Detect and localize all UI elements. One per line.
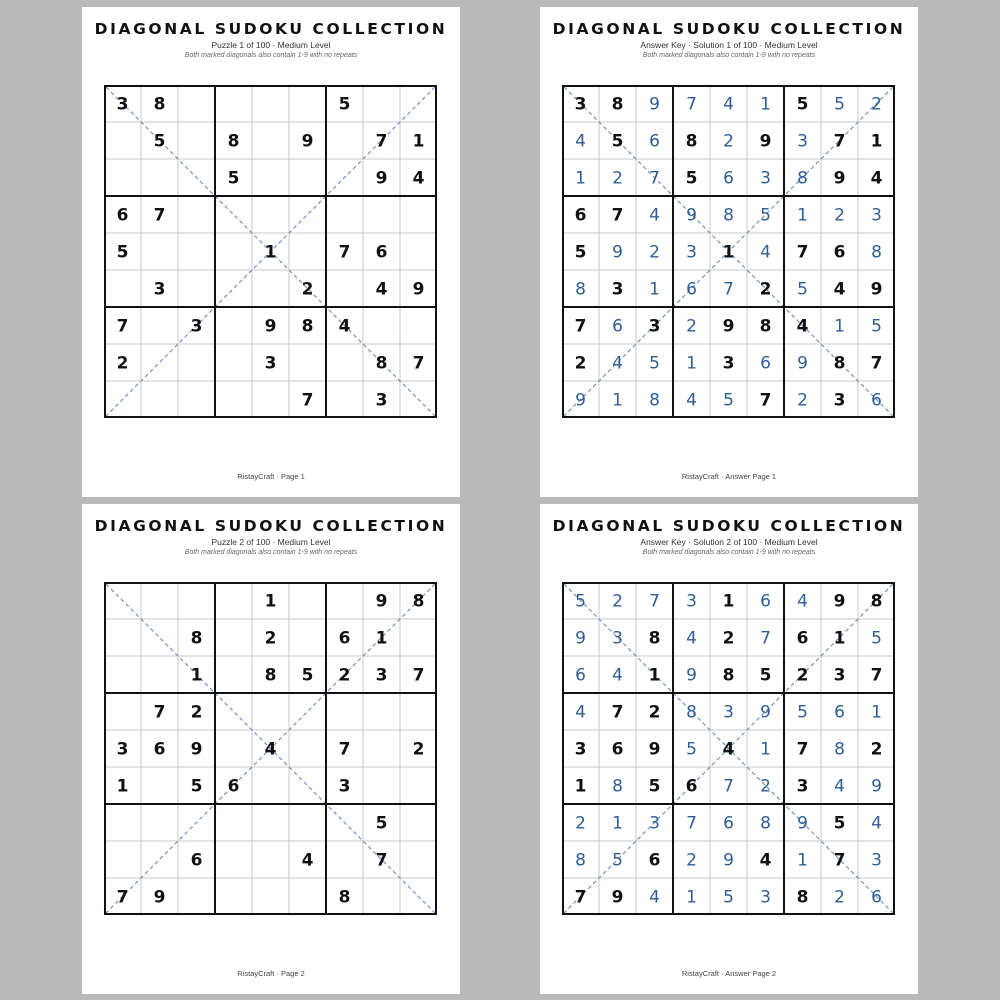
cell-solution-digit: 2 — [612, 168, 623, 189]
cell-given-digit: 5 — [227, 168, 240, 189]
cell-given-digit: 4 — [264, 739, 277, 760]
cell-given-digit: 8 — [833, 353, 846, 374]
cell-solution-digit: 9 — [686, 205, 697, 226]
cell-given-digit: 8 — [264, 665, 277, 686]
cell-solution-digit: 3 — [760, 168, 771, 189]
cell-given-digit: 5 — [648, 776, 661, 797]
cell-solution-digit: 4 — [612, 353, 623, 374]
cell-given-digit: 7 — [833, 131, 846, 152]
cell-solution-digit: 2 — [686, 850, 697, 871]
cell-given-digit: 7 — [833, 850, 846, 871]
cell-given-digit: 9 — [722, 316, 735, 337]
cell-given-digit: 1 — [722, 591, 735, 612]
cell-solution-digit: 5 — [575, 591, 586, 612]
cell-solution-digit: 4 — [686, 628, 697, 649]
cell-solution-digit: 9 — [723, 850, 734, 871]
cell-solution-digit: 6 — [612, 316, 623, 337]
cell-given-digit: 7 — [611, 702, 624, 723]
cell-given-digit: 3 — [648, 316, 661, 337]
cell-given-digit: 1 — [722, 242, 735, 263]
cell-given-digit: 9 — [301, 131, 314, 152]
page-subtitle: Answer Key · Solution 2 of 100 · Medium Level — [640, 537, 818, 547]
cell-given-digit: 1 — [190, 665, 203, 686]
cell-given-digit: 9 — [648, 739, 661, 760]
cell-solution-digit: 4 — [649, 887, 660, 908]
cell-given-digit: 1 — [264, 591, 277, 612]
cell-given-digit: 5 — [574, 242, 587, 263]
cell-given-digit: 3 — [153, 279, 166, 300]
cell-given-digit: 1 — [870, 131, 883, 152]
cell-given-digit: 2 — [116, 353, 129, 374]
diagonal-rule-note: Both marked diagonals also contain 1-9 with no repeats — [184, 52, 358, 59]
sudoku-grid — [562, 85, 895, 418]
cell-solution-digit: 1 — [834, 316, 845, 337]
cell-given-digit: 9 — [833, 591, 846, 612]
cell-solution-digit: 7 — [649, 591, 660, 612]
cell-solution-digit: 6 — [871, 390, 882, 411]
cell-given-digit: 2 — [264, 628, 277, 649]
cell-solution-digit: 6 — [834, 702, 845, 723]
cell-given-digit: 3 — [190, 316, 203, 337]
sudoku-grid — [104, 582, 437, 915]
cell-given-digit: 5 — [611, 131, 624, 152]
cell-solution-digit: 4 — [612, 665, 623, 686]
cell-given-digit: 4 — [375, 279, 388, 300]
cell-solution-digit: 8 — [612, 776, 623, 797]
cell-given-digit: 8 — [685, 131, 698, 152]
cell-given-digit: 2 — [722, 628, 735, 649]
cell-given-digit: 3 — [574, 94, 587, 115]
cell-solution-digit: 3 — [649, 813, 660, 834]
cell-given-digit: 5 — [759, 665, 772, 686]
cell-given-digit: 2 — [759, 279, 772, 300]
cell-given-digit: 6 — [375, 242, 388, 263]
cell-given-digit: 7 — [375, 850, 388, 871]
cell-given-digit: 5 — [796, 94, 809, 115]
cell-solution-digit: 4 — [575, 702, 586, 723]
cell-given-digit: 1 — [116, 776, 129, 797]
cell-given-digit: 2 — [574, 353, 587, 374]
answer-page-2 — [540, 504, 918, 994]
cell-given-digit: 5 — [833, 813, 846, 834]
cell-given-digit: 1 — [264, 242, 277, 263]
cell-solution-digit: 1 — [686, 353, 697, 374]
cell-solution-digit: 2 — [575, 813, 586, 834]
cell-solution-digit: 8 — [871, 242, 882, 263]
cell-solution-digit: 8 — [649, 390, 660, 411]
cell-given-digit: 2 — [870, 739, 883, 760]
cell-solution-digit: 2 — [834, 887, 845, 908]
cell-solution-digit: 6 — [575, 665, 586, 686]
cell-solution-digit: 1 — [575, 168, 586, 189]
cell-given-digit: 5 — [685, 168, 698, 189]
cell-solution-digit: 2 — [760, 776, 771, 797]
cell-solution-digit: 4 — [575, 131, 586, 152]
cell-solution-digit: 4 — [834, 776, 845, 797]
cell-given-digit: 8 — [759, 316, 772, 337]
cell-given-digit: 7 — [412, 665, 425, 686]
cell-solution-digit: 9 — [797, 353, 808, 374]
cell-given-digit: 8 — [412, 591, 425, 612]
cell-given-digit: 7 — [759, 390, 772, 411]
cell-given-digit: 5 — [116, 242, 129, 263]
cell-given-digit: 6 — [685, 776, 698, 797]
cell-given-digit: 9 — [153, 887, 166, 908]
cell-given-digit: 3 — [833, 665, 846, 686]
sudoku-grid — [562, 582, 895, 915]
cell-solution-digit: 8 — [686, 702, 697, 723]
cell-given-digit: 1 — [412, 131, 425, 152]
cell-given-digit: 7 — [153, 205, 166, 226]
cell-solution-digit: 5 — [649, 353, 660, 374]
sudoku-grid-svg — [104, 582, 437, 915]
cell-given-digit: 5 — [375, 813, 388, 834]
sudoku-grid — [104, 85, 437, 418]
cell-solution-digit: 6 — [649, 131, 660, 152]
cell-solution-digit: 4 — [871, 813, 882, 834]
cell-solution-digit: 5 — [686, 739, 697, 760]
page-subtitle: Puzzle 2 of 100 · Medium Level — [211, 537, 331, 547]
cell-given-digit: 3 — [611, 279, 624, 300]
cell-solution-digit: 1 — [760, 739, 771, 760]
cell-given-digit: 7 — [375, 131, 388, 152]
cell-solution-digit: 5 — [871, 316, 882, 337]
answer-page-1 — [540, 7, 918, 497]
cell-given-digit: 9 — [759, 131, 772, 152]
cell-given-digit: 3 — [116, 94, 129, 115]
collection-title: DIAGONAL SUDOKU COLLECTION — [552, 20, 906, 38]
cell-given-digit: 2 — [301, 279, 314, 300]
cell-given-digit: 6 — [338, 628, 351, 649]
cell-given-digit: 1 — [833, 628, 846, 649]
cell-given-digit: 4 — [796, 316, 809, 337]
cell-given-digit: 6 — [574, 205, 587, 226]
cell-given-digit: 2 — [338, 665, 351, 686]
cell-solution-digit: 6 — [723, 813, 734, 834]
cell-given-digit: 2 — [648, 702, 661, 723]
cell-given-digit: 9 — [375, 591, 388, 612]
cell-solution-digit: 1 — [612, 813, 623, 834]
sudoku-grid-svg — [562, 85, 895, 418]
cell-solution-digit: 9 — [686, 665, 697, 686]
cell-given-digit: 6 — [833, 242, 846, 263]
cell-solution-digit: 6 — [760, 591, 771, 612]
cell-solution-digit: 3 — [686, 591, 697, 612]
cell-given-digit: 1 — [648, 665, 661, 686]
cell-solution-digit: 3 — [871, 850, 882, 871]
cell-given-digit: 4 — [412, 168, 425, 189]
cell-given-digit: 7 — [611, 205, 624, 226]
puzzle-page-1 — [82, 7, 460, 497]
cell-solution-digit: 3 — [686, 242, 697, 263]
sudoku-grid-svg — [104, 85, 437, 418]
cell-solution-digit: 2 — [797, 390, 808, 411]
page-subtitle: Answer Key · Solution 1 of 100 · Medium Level — [640, 40, 818, 50]
cell-solution-digit: 8 — [760, 813, 771, 834]
sudoku-grid-svg — [562, 582, 895, 915]
cell-solution-digit: 1 — [797, 850, 808, 871]
cell-solution-digit: 7 — [723, 279, 734, 300]
cell-given-digit: 8 — [301, 316, 314, 337]
cell-solution-digit: 7 — [723, 776, 734, 797]
cell-solution-digit: 2 — [871, 94, 882, 115]
cell-solution-digit: 7 — [686, 94, 697, 115]
cell-given-digit: 9 — [190, 739, 203, 760]
cell-given-digit: 9 — [833, 168, 846, 189]
cell-given-digit: 7 — [116, 316, 129, 337]
cell-given-digit: 4 — [722, 739, 735, 760]
cell-solution-digit: 5 — [797, 702, 808, 723]
cell-solution-digit: 3 — [612, 628, 623, 649]
cell-solution-digit: 8 — [575, 850, 586, 871]
cell-given-digit: 7 — [301, 390, 314, 411]
cell-solution-digit: 9 — [760, 702, 771, 723]
cell-given-digit: 8 — [796, 887, 809, 908]
cell-solution-digit: 4 — [797, 591, 808, 612]
cell-solution-digit: 6 — [686, 279, 697, 300]
cell-given-digit: 6 — [116, 205, 129, 226]
cell-solution-digit: 5 — [797, 279, 808, 300]
cell-solution-digit: 5 — [612, 850, 623, 871]
cell-solution-digit: 6 — [760, 353, 771, 374]
cell-given-digit: 8 — [648, 628, 661, 649]
cell-solution-digit: 1 — [649, 279, 660, 300]
cell-given-digit: 3 — [375, 665, 388, 686]
cell-solution-digit: 2 — [834, 205, 845, 226]
cell-solution-digit: 7 — [760, 628, 771, 649]
cell-given-digit: 8 — [338, 887, 351, 908]
cell-solution-digit: 4 — [723, 94, 734, 115]
cell-solution-digit: 3 — [723, 702, 734, 723]
page-footer: RistayCraft · Page 2 — [237, 969, 305, 978]
cell-given-digit: 6 — [611, 739, 624, 760]
cell-given-digit: 9 — [264, 316, 277, 337]
cell-solution-digit: 7 — [649, 168, 660, 189]
cell-given-digit: 8 — [190, 628, 203, 649]
cell-solution-digit: 1 — [871, 702, 882, 723]
cell-given-digit: 4 — [833, 279, 846, 300]
cell-given-digit: 2 — [412, 739, 425, 760]
cell-solution-digit: 6 — [871, 887, 882, 908]
cell-given-digit: 6 — [648, 850, 661, 871]
cell-solution-digit: 9 — [612, 242, 623, 263]
page-footer: RistayCraft · Answer Page 1 — [681, 472, 777, 481]
cell-given-digit: 7 — [338, 739, 351, 760]
cell-solution-digit: 8 — [797, 168, 808, 189]
cell-given-digit: 5 — [301, 665, 314, 686]
cell-given-digit: 7 — [870, 665, 883, 686]
cell-solution-digit: 8 — [723, 205, 734, 226]
cell-solution-digit: 3 — [871, 205, 882, 226]
cell-given-digit: 7 — [870, 353, 883, 374]
cell-given-digit: 4 — [338, 316, 351, 337]
cell-given-digit: 3 — [264, 353, 277, 374]
cell-given-digit: 7 — [153, 702, 166, 723]
cell-given-digit: 2 — [796, 665, 809, 686]
cell-solution-digit: 5 — [871, 628, 882, 649]
cell-given-digit: 7 — [116, 887, 129, 908]
page-footer: RistayCraft · Page 1 — [237, 472, 305, 481]
cell-solution-digit: 4 — [760, 242, 771, 263]
cell-given-digit: 7 — [796, 242, 809, 263]
cell-given-digit: 3 — [722, 353, 735, 374]
cell-solution-digit: 3 — [797, 131, 808, 152]
cell-solution-digit: 9 — [649, 94, 660, 115]
cell-given-digit: 1 — [574, 776, 587, 797]
cell-given-digit: 5 — [338, 94, 351, 115]
cell-given-digit: 4 — [870, 168, 883, 189]
cell-given-digit: 1 — [375, 628, 388, 649]
cell-solution-digit: 6 — [723, 168, 734, 189]
cell-solution-digit: 8 — [834, 739, 845, 760]
cell-given-digit: 2 — [190, 702, 203, 723]
cell-given-digit: 3 — [833, 390, 846, 411]
cell-solution-digit: 2 — [649, 242, 660, 263]
cell-solution-digit: 9 — [871, 776, 882, 797]
cell-solution-digit: 5 — [723, 887, 734, 908]
cell-solution-digit: 9 — [797, 813, 808, 834]
cell-given-digit: 3 — [375, 390, 388, 411]
cell-solution-digit: 9 — [575, 628, 586, 649]
collection-title: DIAGONAL SUDOKU COLLECTION — [94, 517, 448, 535]
cell-solution-digit: 1 — [612, 390, 623, 411]
cell-solution-digit: 2 — [723, 131, 734, 152]
cell-given-digit: 7 — [574, 316, 587, 337]
cell-solution-digit: 1 — [797, 205, 808, 226]
cell-given-digit: 4 — [301, 850, 314, 871]
cell-given-digit: 6 — [796, 628, 809, 649]
cell-given-digit: 6 — [153, 739, 166, 760]
cell-given-digit: 9 — [375, 168, 388, 189]
cell-given-digit: 3 — [574, 739, 587, 760]
cell-solution-digit: 7 — [686, 813, 697, 834]
cell-given-digit: 6 — [227, 776, 240, 797]
cell-solution-digit: 5 — [834, 94, 845, 115]
cell-given-digit: 8 — [375, 353, 388, 374]
cell-given-digit: 8 — [227, 131, 240, 152]
cell-given-digit: 7 — [574, 887, 587, 908]
cell-solution-digit: 1 — [760, 94, 771, 115]
cell-given-digit: 8 — [611, 94, 624, 115]
cell-given-digit: 3 — [116, 739, 129, 760]
cell-solution-digit: 5 — [723, 390, 734, 411]
cell-solution-digit: 3 — [760, 887, 771, 908]
cell-given-digit: 8 — [722, 665, 735, 686]
cell-given-digit: 7 — [338, 242, 351, 263]
collection-title: DIAGONAL SUDOKU COLLECTION — [552, 517, 906, 535]
cell-given-digit: 3 — [796, 776, 809, 797]
cell-solution-digit: 9 — [575, 390, 586, 411]
cell-given-digit: 7 — [796, 739, 809, 760]
collection-title: DIAGONAL SUDOKU COLLECTION — [94, 20, 448, 38]
cell-given-digit: 6 — [190, 850, 203, 871]
page-subtitle: Puzzle 1 of 100 · Medium Level — [211, 40, 331, 50]
cell-solution-digit: 5 — [760, 205, 771, 226]
diagonal-rule-note: Both marked diagonals also contain 1-9 with no repeats — [642, 52, 816, 59]
cell-given-digit: 4 — [759, 850, 772, 871]
cell-solution-digit: 8 — [575, 279, 586, 300]
cell-given-digit: 9 — [611, 887, 624, 908]
page-footer: RistayCraft · Answer Page 2 — [681, 969, 777, 978]
cell-solution-digit: 2 — [612, 591, 623, 612]
cell-solution-digit: 4 — [649, 205, 660, 226]
diagonal-rule-note: Both marked diagonals also contain 1-9 with no repeats — [184, 549, 358, 556]
cell-given-digit: 8 — [153, 94, 166, 115]
cell-given-digit: 7 — [412, 353, 425, 374]
cell-given-digit: 3 — [338, 776, 351, 797]
cell-solution-digit: 1 — [686, 887, 697, 908]
cell-given-digit: 5 — [190, 776, 203, 797]
cell-given-digit: 9 — [412, 279, 425, 300]
cell-solution-digit: 2 — [686, 316, 697, 337]
diagonal-rule-note: Both marked diagonals also contain 1-9 with no repeats — [642, 549, 816, 556]
cell-given-digit: 5 — [153, 131, 166, 152]
cell-given-digit: 8 — [870, 591, 883, 612]
puzzle-page-2 — [82, 504, 460, 994]
cell-solution-digit: 4 — [686, 390, 697, 411]
cell-given-digit: 9 — [870, 279, 883, 300]
